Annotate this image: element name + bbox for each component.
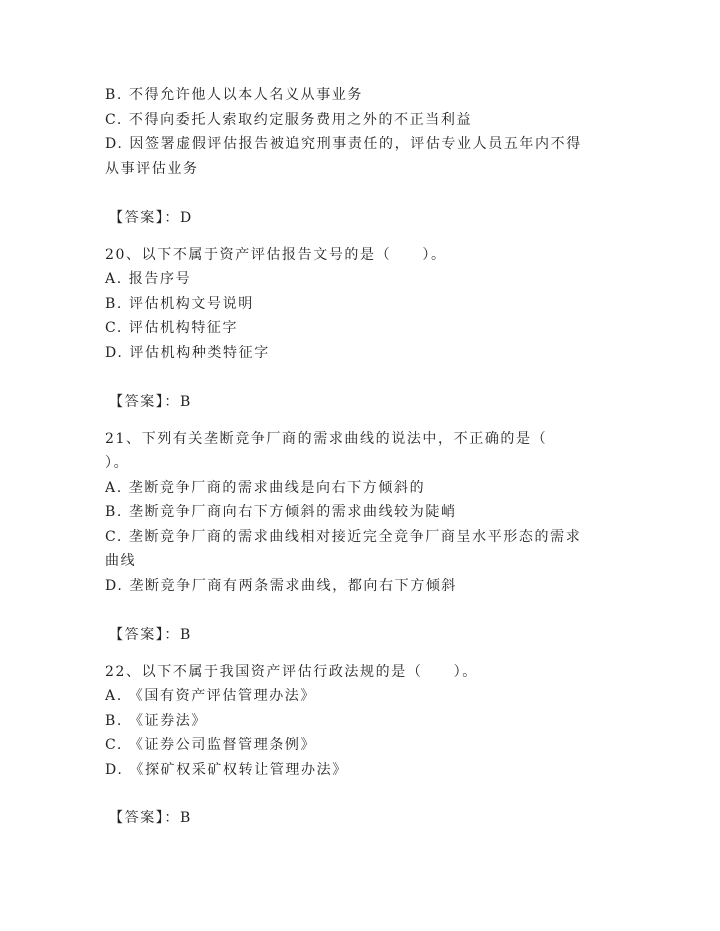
q21-answer: 【答案】：B [109,627,192,643]
q20-option-a: A. 报告序号 [105,271,192,287]
q22-answer: 【答案】：B [109,810,192,826]
q21-option-c-line1: C. 垄断竞争厂商的需求曲线相对接近完全竞争厂商呈水平形态的需求 [105,529,582,545]
q21-stem-line1: 21、下列有关垄断竞争厂商的需求曲线的说法中，不正确的是（ [105,431,548,447]
q21-stem-line2: ）。 [105,455,130,471]
q22-option-a: A. 《国有资产评估管理办法》 [105,688,317,704]
q19-answer: 【答案】：D [109,210,193,226]
q20-answer: 【答案】：B [109,394,192,410]
q20-option-d: D. 评估机构种类特征字 [105,345,270,361]
q20-option-b: B. 评估机构文号说明 [105,296,254,312]
q19-option-d-line2: 从事评估业务 [105,161,199,177]
q21-option-d: D. 垄断竞争厂商有两条需求曲线，都向右下方倾斜 [105,578,458,594]
q21-option-c-line2: 曲线 [105,553,137,569]
q21-option-a: A. 垄断竞争厂商的需求曲线是向右下方倾斜的 [105,480,426,496]
q20-option-c: C. 评估机构特征字 [105,320,239,336]
q22-option-d: D. 《探矿权采矿权转让管理办法》 [105,762,348,778]
q19-option-c: C. 不得向委托人索取约定服务费用之外的不正当利益 [105,112,473,128]
q20-stem: 20、以下不属于资产评估报告文号的是（ ）。 [105,247,447,263]
q22-stem: 22、以下不属于我国资产评估行政法规的是（ ）。 [105,664,478,680]
q19-option-b: B. 不得允许他人以本人名义从事业务 [105,87,363,103]
q19-option-d-line1: D. 因签署虚假评估报告被追究刑事责任的，评估专业人员五年内不得 [105,136,582,152]
q22-option-b: B. 《证券法》 [105,713,207,729]
q21-option-b: B. 垄断竞争厂商向右下方倾斜的需求曲线较为陡峭 [105,504,457,520]
q22-option-c: C. 《证券公司监督管理条例》 [105,737,317,753]
